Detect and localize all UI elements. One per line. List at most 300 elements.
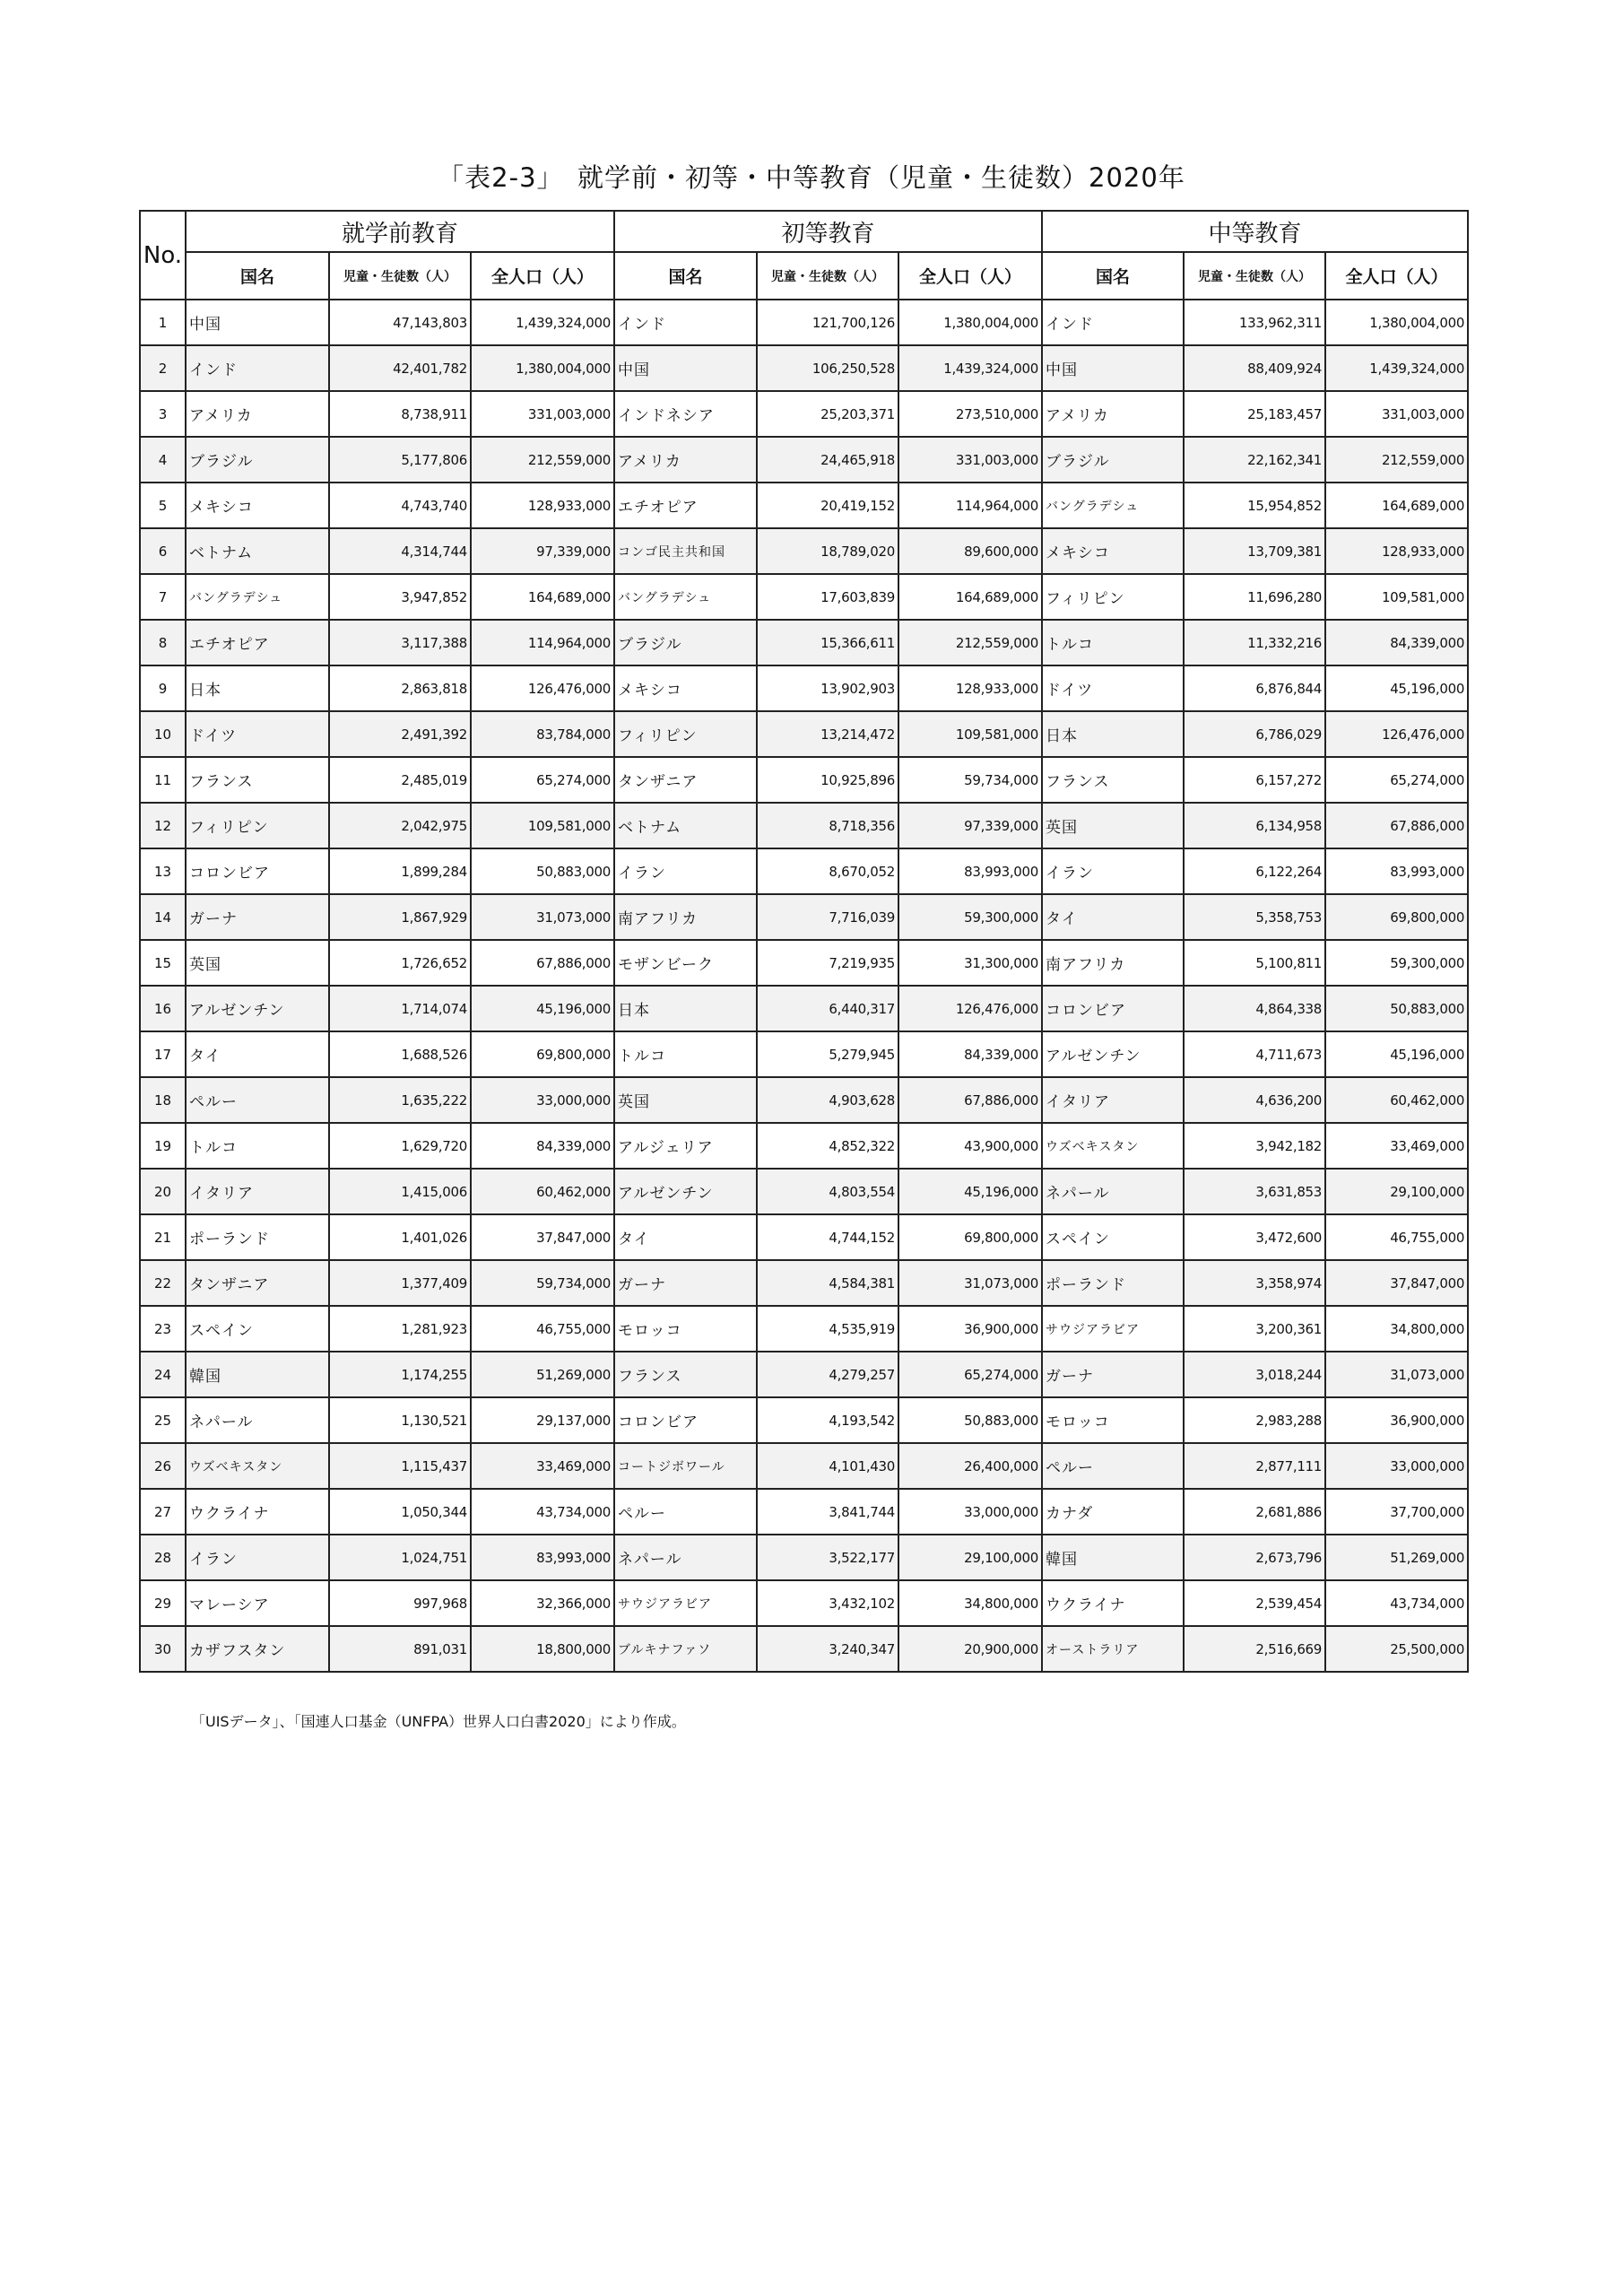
preschool-students-cell: 1,130,521	[329, 1397, 471, 1443]
secondary-country-cell: フランス	[1042, 757, 1184, 803]
preschool-country-cell: イラン	[186, 1535, 329, 1580]
preschool-population-cell: 33,000,000	[471, 1077, 614, 1123]
source-note: 「UISデータ」、「国連人口基金（UNFPA）世界人口白書2020」により作成。	[191, 1713, 686, 1730]
primary-population-cell: 20,900,000	[898, 1626, 1042, 1672]
secondary-population-cell: 164,689,000	[1325, 483, 1468, 528]
primary-population-cell: 89,600,000	[898, 528, 1042, 574]
preschool-population-cell: 83,993,000	[471, 1535, 614, 1580]
secondary-country-cell: タイ	[1042, 894, 1184, 940]
row-number: 21	[140, 1214, 186, 1260]
preschool-country-cell: 中国	[186, 300, 329, 345]
primary-population-cell: 29,100,000	[898, 1535, 1042, 1580]
primary-country-cell: コンゴ民主共和国	[614, 528, 757, 574]
group-header-row	[140, 211, 1468, 252]
primary-country-cell: サウジアラビア	[614, 1580, 757, 1626]
table-row	[140, 1260, 1468, 1306]
row-number: 27	[140, 1489, 186, 1535]
primary-students-header: 児童・生徒数（人）	[757, 252, 898, 300]
primary-group-header: 初等教育	[614, 211, 1042, 252]
preschool-students-cell: 1,281,923	[329, 1306, 471, 1352]
primary-students-cell: 17,603,839	[757, 574, 898, 620]
secondary-population-cell: 36,900,000	[1325, 1397, 1468, 1443]
primary-students-cell: 13,214,472	[757, 711, 898, 757]
preschool-students-cell: 1,024,751	[329, 1535, 471, 1580]
secondary-country-cell: バングラデシュ	[1042, 483, 1184, 528]
row-number: 24	[140, 1352, 186, 1397]
preschool-country-cell: スペイン	[186, 1306, 329, 1352]
secondary-students-cell: 2,681,886	[1184, 1489, 1325, 1535]
primary-population-cell: 43,900,000	[898, 1123, 1042, 1169]
primary-country-cell: タンザニア	[614, 757, 757, 803]
row-number: 1	[140, 300, 186, 345]
primary-students-cell: 10,925,896	[757, 757, 898, 803]
primary-students-cell: 5,279,945	[757, 1031, 898, 1077]
secondary-country-cell: フィリピン	[1042, 574, 1184, 620]
primary-country-cell: 英国	[614, 1077, 757, 1123]
primary-population-cell: 109,581,000	[898, 711, 1042, 757]
table-row	[140, 300, 1468, 345]
preschool-country-header: 国名	[186, 252, 329, 300]
primary-country-cell: ブルキナファソ	[614, 1626, 757, 1672]
primary-population-cell: 126,476,000	[898, 986, 1042, 1031]
table-row	[140, 1443, 1468, 1489]
primary-population-header: 全人口（人）	[898, 252, 1042, 300]
preschool-students-cell: 2,491,392	[329, 711, 471, 757]
preschool-country-cell: 韓国	[186, 1352, 329, 1397]
secondary-students-cell: 13,709,381	[1184, 528, 1325, 574]
secondary-students-cell: 3,358,974	[1184, 1260, 1325, 1306]
secondary-population-cell: 31,073,000	[1325, 1352, 1468, 1397]
preschool-country-cell: トルコ	[186, 1123, 329, 1169]
primary-population-cell: 36,900,000	[898, 1306, 1042, 1352]
secondary-country-cell: ウズベキスタン	[1042, 1123, 1184, 1169]
preschool-population-cell: 212,559,000	[471, 437, 614, 483]
preschool-students-cell: 1,635,222	[329, 1077, 471, 1123]
table-row	[140, 757, 1468, 803]
primary-population-cell: 50,883,000	[898, 1397, 1042, 1443]
preschool-country-cell: ウズベキスタン	[186, 1443, 329, 1489]
primary-population-cell: 31,073,000	[898, 1260, 1042, 1306]
secondary-population-cell: 331,003,000	[1325, 391, 1468, 437]
no-column-header: No.	[140, 211, 186, 300]
primary-students-cell: 13,902,903	[757, 665, 898, 711]
secondary-students-cell: 5,100,811	[1184, 940, 1325, 986]
preschool-population-cell: 31,073,000	[471, 894, 614, 940]
primary-students-cell: 4,101,430	[757, 1443, 898, 1489]
preschool-country-cell: ネパール	[186, 1397, 329, 1443]
row-number: 2	[140, 345, 186, 391]
secondary-population-cell: 45,196,000	[1325, 665, 1468, 711]
primary-country-cell: モロッコ	[614, 1306, 757, 1352]
preschool-population-cell: 51,269,000	[471, 1352, 614, 1397]
preschool-students-cell: 4,314,744	[329, 528, 471, 574]
primary-population-cell: 84,339,000	[898, 1031, 1042, 1077]
preschool-population-cell: 32,366,000	[471, 1580, 614, 1626]
primary-country-cell: インドネシア	[614, 391, 757, 437]
table-row	[140, 620, 1468, 665]
preschool-students-cell: 5,177,806	[329, 437, 471, 483]
secondary-students-cell: 5,358,753	[1184, 894, 1325, 940]
preschool-country-cell: ガーナ	[186, 894, 329, 940]
table-row	[140, 1352, 1468, 1397]
secondary-students-cell: 15,954,852	[1184, 483, 1325, 528]
preschool-country-cell: マレーシア	[186, 1580, 329, 1626]
education-table	[139, 210, 1469, 1673]
secondary-country-cell: アルゼンチン	[1042, 1031, 1184, 1077]
secondary-students-cell: 11,332,216	[1184, 620, 1325, 665]
secondary-students-cell: 88,409,924	[1184, 345, 1325, 391]
primary-students-cell: 4,535,919	[757, 1306, 898, 1352]
table-row	[140, 574, 1468, 620]
preschool-population-cell: 45,196,000	[471, 986, 614, 1031]
table-row	[140, 345, 1468, 391]
row-number: 11	[140, 757, 186, 803]
preschool-students-cell: 2,042,975	[329, 803, 471, 848]
row-number: 14	[140, 894, 186, 940]
primary-students-cell: 18,789,020	[757, 528, 898, 574]
preschool-students-cell: 2,485,019	[329, 757, 471, 803]
primary-country-cell: フィリピン	[614, 711, 757, 757]
secondary-population-cell: 25,500,000	[1325, 1626, 1468, 1672]
secondary-country-cell: カナダ	[1042, 1489, 1184, 1535]
primary-students-cell: 4,584,381	[757, 1260, 898, 1306]
secondary-students-cell: 3,631,853	[1184, 1169, 1325, 1214]
row-number: 7	[140, 574, 186, 620]
secondary-country-header: 国名	[1042, 252, 1184, 300]
preschool-country-cell: コロンビア	[186, 848, 329, 894]
primary-country-cell: ペルー	[614, 1489, 757, 1535]
table-row	[140, 1123, 1468, 1169]
secondary-population-cell: 45,196,000	[1325, 1031, 1468, 1077]
primary-population-cell: 83,993,000	[898, 848, 1042, 894]
preschool-students-cell: 4,743,740	[329, 483, 471, 528]
table-body	[140, 300, 1468, 1672]
primary-students-cell: 4,852,322	[757, 1123, 898, 1169]
secondary-population-cell: 33,469,000	[1325, 1123, 1468, 1169]
secondary-students-cell: 2,516,669	[1184, 1626, 1325, 1672]
table-row	[140, 528, 1468, 574]
table-row	[140, 391, 1468, 437]
preschool-country-cell: 日本	[186, 665, 329, 711]
education-table-wrapper	[139, 210, 1467, 1673]
preschool-country-cell: カザフスタン	[186, 1626, 329, 1672]
secondary-students-cell: 4,636,200	[1184, 1077, 1325, 1123]
secondary-country-cell: アメリカ	[1042, 391, 1184, 437]
preschool-students-cell: 42,401,782	[329, 345, 471, 391]
table-header	[140, 211, 1468, 300]
primary-students-cell: 4,193,542	[757, 1397, 898, 1443]
preschool-population-header: 全人口（人）	[471, 252, 614, 300]
preschool-students-cell: 1,415,006	[329, 1169, 471, 1214]
preschool-country-cell: エチオピア	[186, 620, 329, 665]
secondary-population-cell: 69,800,000	[1325, 894, 1468, 940]
row-number: 5	[140, 483, 186, 528]
secondary-country-cell: メキシコ	[1042, 528, 1184, 574]
preschool-population-cell: 1,439,324,000	[471, 300, 614, 345]
secondary-country-cell: オーストラリア	[1042, 1626, 1184, 1672]
row-number: 29	[140, 1580, 186, 1626]
table-row	[140, 483, 1468, 528]
table-row	[140, 1626, 1468, 1672]
primary-population-cell: 59,300,000	[898, 894, 1042, 940]
preschool-population-cell: 97,339,000	[471, 528, 614, 574]
secondary-country-cell: ガーナ	[1042, 1352, 1184, 1397]
primary-students-cell: 121,700,126	[757, 300, 898, 345]
table-row	[140, 1214, 1468, 1260]
secondary-population-cell: 212,559,000	[1325, 437, 1468, 483]
preschool-students-cell: 3,117,388	[329, 620, 471, 665]
secondary-population-cell: 1,439,324,000	[1325, 345, 1468, 391]
primary-students-cell: 24,465,918	[757, 437, 898, 483]
row-number: 15	[140, 940, 186, 986]
primary-population-cell: 45,196,000	[898, 1169, 1042, 1214]
row-number: 18	[140, 1077, 186, 1123]
secondary-population-cell: 51,269,000	[1325, 1535, 1468, 1580]
preschool-students-cell: 1,867,929	[329, 894, 471, 940]
preschool-country-cell: ドイツ	[186, 711, 329, 757]
primary-students-cell: 4,803,554	[757, 1169, 898, 1214]
secondary-students-cell: 3,942,182	[1184, 1123, 1325, 1169]
secondary-students-cell: 2,877,111	[1184, 1443, 1325, 1489]
primary-students-cell: 4,744,152	[757, 1214, 898, 1260]
primary-students-cell: 7,219,935	[757, 940, 898, 986]
primary-students-cell: 3,432,102	[757, 1580, 898, 1626]
row-number: 4	[140, 437, 186, 483]
row-number: 30	[140, 1626, 186, 1672]
primary-country-cell: ガーナ	[614, 1260, 757, 1306]
primary-country-cell: ベトナム	[614, 803, 757, 848]
table-row	[140, 940, 1468, 986]
preschool-country-cell: ブラジル	[186, 437, 329, 483]
primary-population-cell: 114,964,000	[898, 483, 1042, 528]
primary-students-cell: 106,250,528	[757, 345, 898, 391]
secondary-country-cell: 韓国	[1042, 1535, 1184, 1580]
secondary-students-header: 児童・生徒数（人）	[1184, 252, 1325, 300]
row-number: 3	[140, 391, 186, 437]
secondary-country-cell: ウクライナ	[1042, 1580, 1184, 1626]
primary-country-cell: メキシコ	[614, 665, 757, 711]
preschool-population-cell: 67,886,000	[471, 940, 614, 986]
preschool-population-cell: 50,883,000	[471, 848, 614, 894]
secondary-population-header: 全人口（人）	[1325, 252, 1468, 300]
secondary-country-cell: コロンビア	[1042, 986, 1184, 1031]
secondary-country-cell: 南アフリカ	[1042, 940, 1184, 986]
preschool-country-cell: ベトナム	[186, 528, 329, 574]
secondary-country-cell: 中国	[1042, 345, 1184, 391]
preschool-population-cell: 59,734,000	[471, 1260, 614, 1306]
row-number: 25	[140, 1397, 186, 1443]
row-number: 26	[140, 1443, 186, 1489]
secondary-population-cell: 1,380,004,000	[1325, 300, 1468, 345]
primary-country-cell: フランス	[614, 1352, 757, 1397]
primary-students-cell: 3,841,744	[757, 1489, 898, 1535]
secondary-students-cell: 3,200,361	[1184, 1306, 1325, 1352]
preschool-country-cell: タンザニア	[186, 1260, 329, 1306]
preschool-students-cell: 1,050,344	[329, 1489, 471, 1535]
table-row	[140, 1580, 1468, 1626]
secondary-country-cell: トルコ	[1042, 620, 1184, 665]
secondary-students-cell: 2,983,288	[1184, 1397, 1325, 1443]
secondary-students-cell: 4,711,673	[1184, 1031, 1325, 1077]
secondary-students-cell: 6,122,264	[1184, 848, 1325, 894]
preschool-country-cell: バングラデシュ	[186, 574, 329, 620]
primary-population-cell: 273,510,000	[898, 391, 1042, 437]
secondary-students-cell: 3,018,244	[1184, 1352, 1325, 1397]
primary-population-cell: 128,933,000	[898, 665, 1042, 711]
secondary-country-cell: ペルー	[1042, 1443, 1184, 1489]
primary-population-cell: 67,886,000	[898, 1077, 1042, 1123]
primary-population-cell: 97,339,000	[898, 803, 1042, 848]
preschool-students-cell: 1,401,026	[329, 1214, 471, 1260]
preschool-students-cell: 8,738,911	[329, 391, 471, 437]
secondary-students-cell: 6,157,272	[1184, 757, 1325, 803]
secondary-students-cell: 11,696,280	[1184, 574, 1325, 620]
secondary-population-cell: 67,886,000	[1325, 803, 1468, 848]
secondary-population-cell: 59,300,000	[1325, 940, 1468, 986]
preschool-population-cell: 18,800,000	[471, 1626, 614, 1672]
preschool-students-cell: 1,115,437	[329, 1443, 471, 1489]
preschool-students-cell: 1,899,284	[329, 848, 471, 894]
preschool-country-cell: メキシコ	[186, 483, 329, 528]
secondary-students-cell: 4,864,338	[1184, 986, 1325, 1031]
preschool-country-cell: 英国	[186, 940, 329, 986]
preschool-group-header: 就学前教育	[186, 211, 614, 252]
table-row	[140, 1535, 1468, 1580]
secondary-students-cell: 133,962,311	[1184, 300, 1325, 345]
primary-population-cell: 59,734,000	[898, 757, 1042, 803]
preschool-population-cell: 331,003,000	[471, 391, 614, 437]
secondary-country-cell: 英国	[1042, 803, 1184, 848]
primary-population-cell: 31,300,000	[898, 940, 1042, 986]
preschool-population-cell: 84,339,000	[471, 1123, 614, 1169]
secondary-population-cell: 33,000,000	[1325, 1443, 1468, 1489]
secondary-country-cell: ドイツ	[1042, 665, 1184, 711]
secondary-students-cell: 3,472,600	[1184, 1214, 1325, 1260]
secondary-population-cell: 37,847,000	[1325, 1260, 1468, 1306]
primary-country-cell: アルゼンチン	[614, 1169, 757, 1214]
primary-population-cell: 1,439,324,000	[898, 345, 1042, 391]
preschool-students-cell: 3,947,852	[329, 574, 471, 620]
table-row	[140, 1077, 1468, 1123]
row-number: 19	[140, 1123, 186, 1169]
primary-country-cell: トルコ	[614, 1031, 757, 1077]
primary-population-cell: 26,400,000	[898, 1443, 1042, 1489]
table-row	[140, 1169, 1468, 1214]
secondary-country-cell: サウジアラビア	[1042, 1306, 1184, 1352]
preschool-students-header: 児童・生徒数（人）	[329, 252, 471, 300]
primary-students-cell: 3,522,177	[757, 1535, 898, 1580]
preschool-population-cell: 164,689,000	[471, 574, 614, 620]
preschool-population-cell: 46,755,000	[471, 1306, 614, 1352]
table-row	[140, 665, 1468, 711]
secondary-population-cell: 46,755,000	[1325, 1214, 1468, 1260]
preschool-population-cell: 126,476,000	[471, 665, 614, 711]
primary-country-header: 国名	[614, 252, 757, 300]
preschool-country-cell: イタリア	[186, 1169, 329, 1214]
secondary-students-cell: 2,539,454	[1184, 1580, 1325, 1626]
secondary-students-cell: 6,876,844	[1184, 665, 1325, 711]
primary-country-cell: コートジボワール	[614, 1443, 757, 1489]
secondary-population-cell: 60,462,000	[1325, 1077, 1468, 1123]
row-number: 20	[140, 1169, 186, 1214]
sub-header-row	[140, 252, 1468, 300]
preschool-country-cell: タイ	[186, 1031, 329, 1077]
table-row	[140, 711, 1468, 757]
preschool-country-cell: ポーランド	[186, 1214, 329, 1260]
preschool-country-cell: フランス	[186, 757, 329, 803]
primary-country-cell: コロンビア	[614, 1397, 757, 1443]
row-number: 6	[140, 528, 186, 574]
secondary-population-cell: 50,883,000	[1325, 986, 1468, 1031]
preschool-population-cell: 43,734,000	[471, 1489, 614, 1535]
primary-students-cell: 4,903,628	[757, 1077, 898, 1123]
secondary-students-cell: 2,673,796	[1184, 1535, 1325, 1580]
preschool-country-cell: ペルー	[186, 1077, 329, 1123]
primary-students-cell: 20,419,152	[757, 483, 898, 528]
primary-country-cell: インド	[614, 300, 757, 345]
row-number: 8	[140, 620, 186, 665]
secondary-group-header: 中等教育	[1042, 211, 1468, 252]
secondary-country-cell: イラン	[1042, 848, 1184, 894]
secondary-country-cell: スペイン	[1042, 1214, 1184, 1260]
preschool-students-cell: 1,377,409	[329, 1260, 471, 1306]
primary-country-cell: タイ	[614, 1214, 757, 1260]
row-number: 17	[140, 1031, 186, 1077]
secondary-country-cell: 日本	[1042, 711, 1184, 757]
preschool-population-cell: 60,462,000	[471, 1169, 614, 1214]
primary-students-cell: 15,366,611	[757, 620, 898, 665]
preschool-population-cell: 109,581,000	[471, 803, 614, 848]
preschool-population-cell: 1,380,004,000	[471, 345, 614, 391]
secondary-population-cell: 29,100,000	[1325, 1169, 1468, 1214]
preschool-population-cell: 33,469,000	[471, 1443, 614, 1489]
secondary-country-cell: イタリア	[1042, 1077, 1184, 1123]
primary-population-cell: 65,274,000	[898, 1352, 1042, 1397]
primary-country-cell: アルジェリア	[614, 1123, 757, 1169]
preschool-population-cell: 114,964,000	[471, 620, 614, 665]
row-number: 13	[140, 848, 186, 894]
preschool-students-cell: 997,968	[329, 1580, 471, 1626]
row-number: 12	[140, 803, 186, 848]
primary-country-cell: バングラデシュ	[614, 574, 757, 620]
primary-country-cell: エチオピア	[614, 483, 757, 528]
preschool-students-cell: 1,174,255	[329, 1352, 471, 1397]
row-number: 23	[140, 1306, 186, 1352]
primary-country-cell: ネパール	[614, 1535, 757, 1580]
secondary-country-cell: ポーランド	[1042, 1260, 1184, 1306]
table-row	[140, 848, 1468, 894]
secondary-population-cell: 65,274,000	[1325, 757, 1468, 803]
secondary-country-cell: ネパール	[1042, 1169, 1184, 1214]
primary-population-cell: 34,800,000	[898, 1580, 1042, 1626]
preschool-country-cell: ウクライナ	[186, 1489, 329, 1535]
preschool-population-cell: 65,274,000	[471, 757, 614, 803]
primary-country-cell: 南アフリカ	[614, 894, 757, 940]
primary-students-cell: 25,203,371	[757, 391, 898, 437]
row-number: 9	[140, 665, 186, 711]
table-row	[140, 1031, 1468, 1077]
secondary-students-cell: 6,134,958	[1184, 803, 1325, 848]
row-number: 10	[140, 711, 186, 757]
primary-population-cell: 212,559,000	[898, 620, 1042, 665]
secondary-population-cell: 109,581,000	[1325, 574, 1468, 620]
secondary-country-cell: インド	[1042, 300, 1184, 345]
primary-students-cell: 6,440,317	[757, 986, 898, 1031]
table-row	[140, 1489, 1468, 1535]
primary-students-cell: 3,240,347	[757, 1626, 898, 1672]
secondary-population-cell: 37,700,000	[1325, 1489, 1468, 1535]
primary-country-cell: ブラジル	[614, 620, 757, 665]
